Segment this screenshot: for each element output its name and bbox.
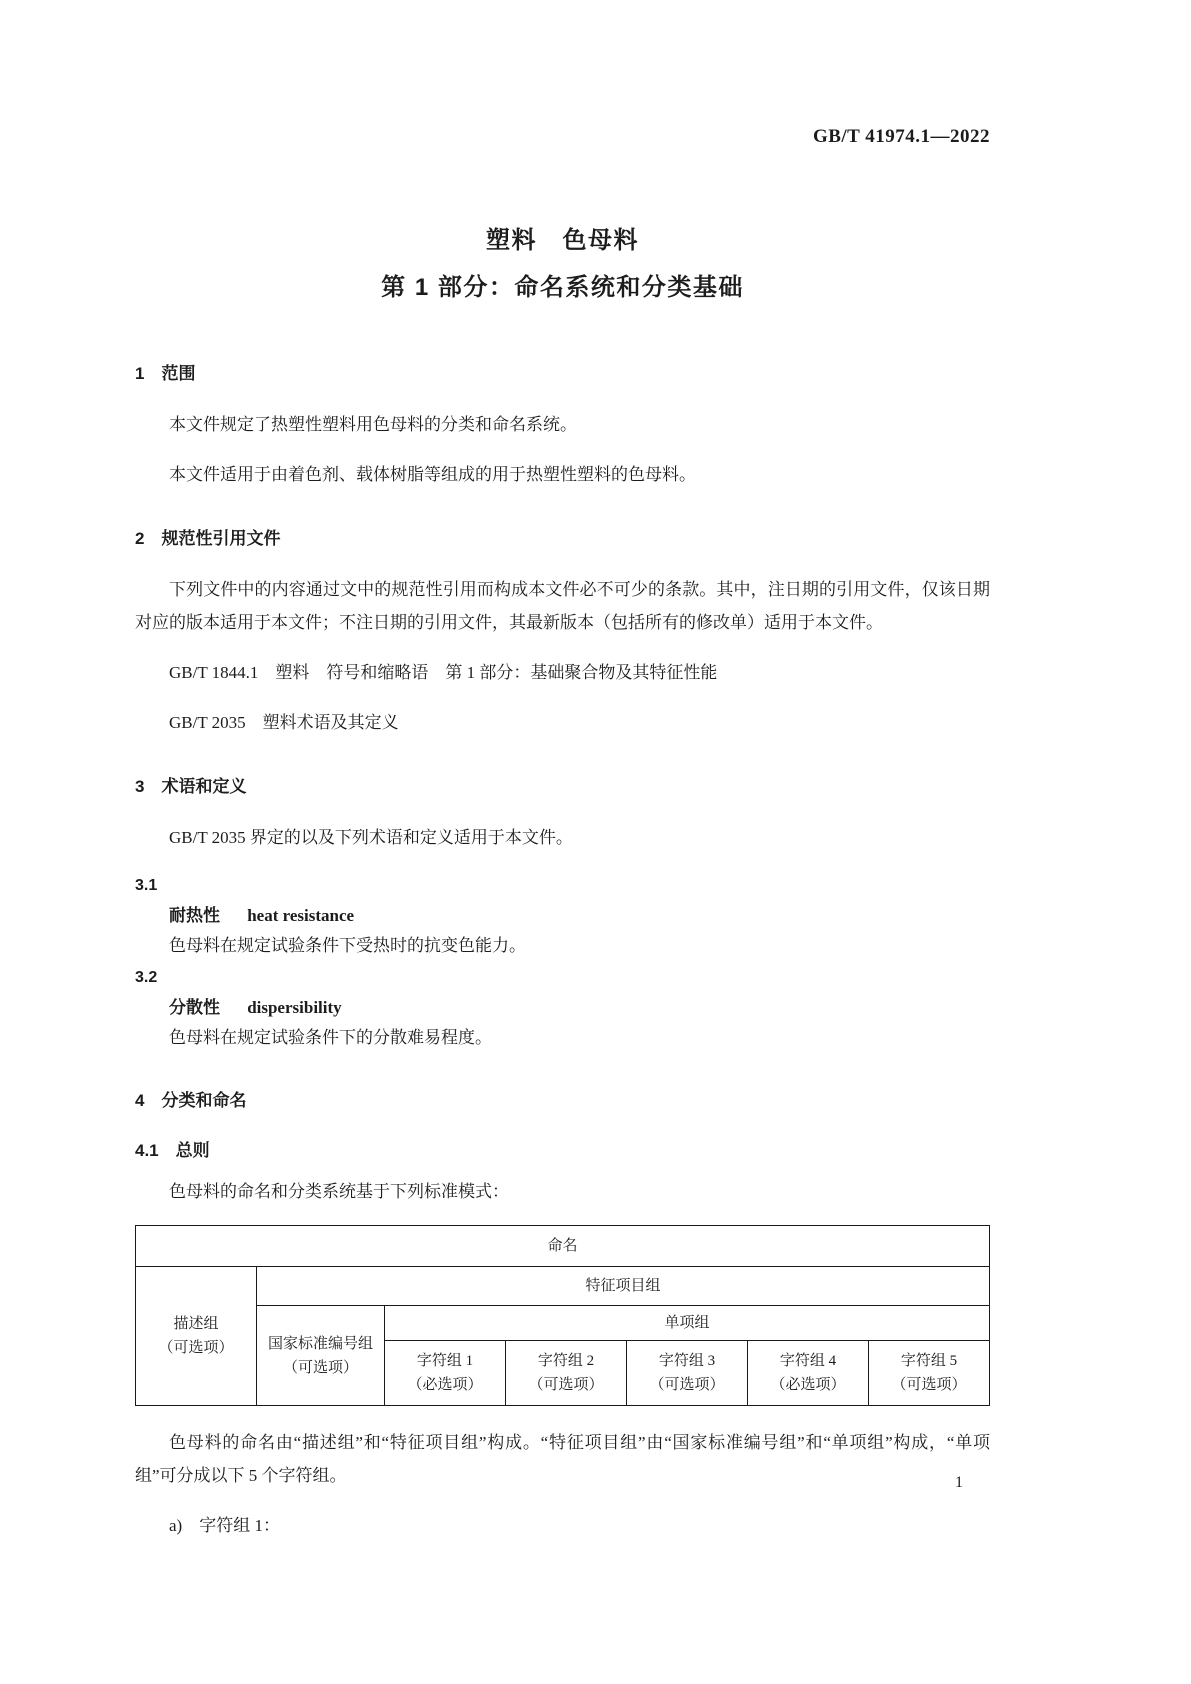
cell-char-group-5: [869, 1341, 990, 1406]
section-3-para-1: GB/T 2035 界定的以及下列术语和定义适用于本文件。: [169, 828, 573, 847]
cell-desc-group-line1: 描述组: [173, 1316, 219, 1332]
cell-std-group-line1: 国家标准编号组: [267, 1335, 373, 1352]
section-4-para-after-table: 色母料的命名由“描述组”和“特征项目组”构成。“特征项目组”由“国家标准编号组”和“单项组”构成，“单项组”可分成以下 5 个字符组。: [135, 1433, 990, 1485]
cell-char-group-4: [748, 1341, 869, 1406]
section-2-reference-1: GB/T 1844.1 塑料 符号和缩略语 第 1 部分：基础聚合物及其特征性能: [169, 663, 718, 682]
section-2-para-1: 下列文件中的内容通过文中的规范性引用而构成本文件必不可少的条款。其中，注日期的引用文件，仅该日期对应的版本适用于本文件；不注日期的引用文件，其最新版本（包括所有的修改单）适用于本文件。: [135, 580, 990, 632]
section-2-heading: 2 规范性引用文件: [135, 529, 281, 548]
char-group-1-flag: （必选项）: [407, 1377, 483, 1393]
list-item-a: a) 字符组 1：: [169, 1516, 280, 1535]
section-1-para-1: 本文件规定了热塑性塑料用色母料的分类和命名系统。: [169, 415, 577, 434]
cell-desc-group-line2: （可选项）: [158, 1340, 234, 1356]
term-zh: 分散性: [169, 998, 220, 1017]
cell-single-group: 单项组: [385, 1306, 990, 1341]
cell-std-group-line2: （可选项）: [282, 1359, 358, 1376]
char-group-5-label: 字符组 5: [900, 1353, 958, 1369]
cell-naming: 命名: [136, 1226, 990, 1267]
term-definition: 色母料在规定试验条件下受热时的抗变色能力。: [169, 936, 526, 955]
char-group-4-flag: （必选项）: [770, 1377, 846, 1393]
char-group-1-label: 字符组 1: [416, 1353, 474, 1369]
doc-title-line2: 第 1 部分：命名系统和分类基础: [381, 274, 744, 301]
term-definition: 色母料在规定试验条件下的分散难易程度。: [169, 1028, 492, 1047]
cell-char-group-2: [506, 1341, 627, 1406]
char-group-5-flag: （可选项）: [891, 1377, 967, 1393]
section-1-para-2: 本文件适用于由着色剂、载体树脂等组成的用于热塑性塑料的色母料。: [169, 465, 696, 484]
section-4-heading: 4 分类和命名: [135, 1091, 247, 1110]
section-4-intro: 色母料的命名和分类系统基于下列标准模式：: [169, 1182, 509, 1201]
doc-title-line1: 塑料 色母料: [486, 227, 639, 254]
cell-char-group-3: [627, 1341, 748, 1406]
char-group-3-flag: （可选项）: [649, 1377, 725, 1393]
char-group-2-flag: （可选项）: [528, 1377, 604, 1393]
naming-pattern-table: [135, 1225, 990, 1406]
term-zh: 耐热性: [169, 906, 220, 925]
term-en: dispersibility: [247, 998, 342, 1017]
section-2-reference-2: GB/T 2035 塑料术语及其定义: [169, 713, 399, 732]
char-group-2-label: 字符组 2: [537, 1353, 595, 1369]
cell-desc-group: [136, 1267, 257, 1406]
term-en: heat resistance: [247, 906, 355, 925]
char-group-4-label: 字符组 4: [779, 1353, 837, 1369]
section-1-heading: 1 范围: [135, 364, 196, 383]
term-number-3-2: 3.2: [135, 969, 158, 986]
cell-char-group-1: [385, 1341, 506, 1406]
page-number: 1: [955, 1474, 963, 1491]
cell-std-group: [257, 1306, 385, 1406]
term-number-3-1: 3.1: [135, 877, 158, 894]
section-4-1-heading: 4.1 总则: [135, 1141, 210, 1160]
char-group-3-label: 字符组 3: [658, 1353, 716, 1369]
cell-feature-group: 特征项目组: [257, 1267, 990, 1306]
doc-number: GB/T 41974.1—2022: [812, 126, 990, 147]
term-entry-dispersibility: [135, 993, 990, 1023]
section-3-heading: 3 术语和定义: [135, 777, 247, 796]
term-entry-heat-resistance: [135, 901, 990, 931]
